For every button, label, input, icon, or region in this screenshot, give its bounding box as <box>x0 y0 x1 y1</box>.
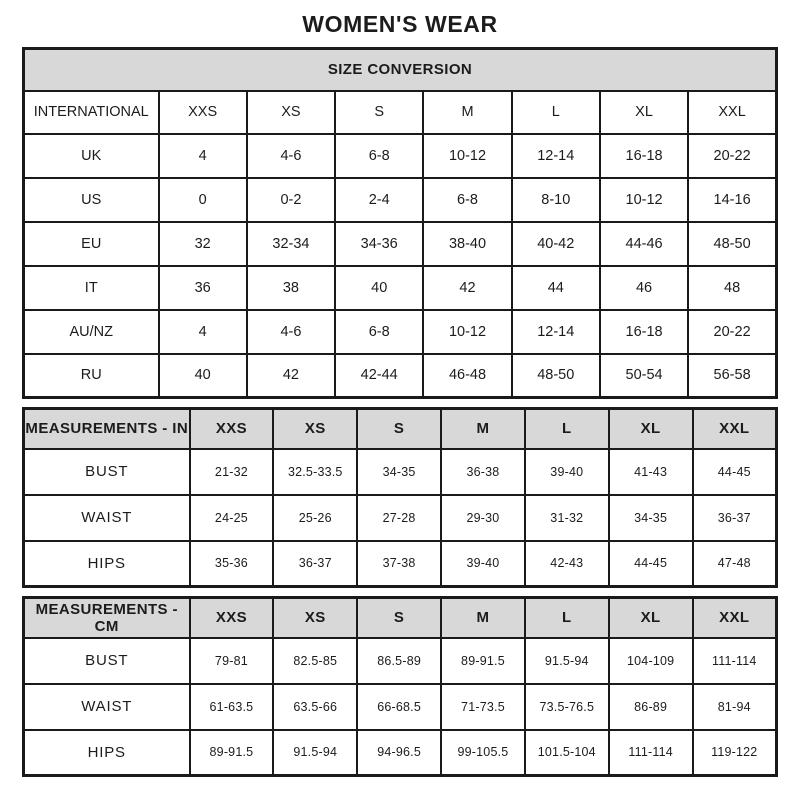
value-cell: 111-114 <box>693 638 777 684</box>
value-cell: 99-105.5 <box>441 730 525 776</box>
value-cell: 111-114 <box>609 730 693 776</box>
value-cell: 4-6 <box>247 310 335 354</box>
table-row <box>24 541 777 587</box>
table-row <box>24 178 777 222</box>
size-column-header: L <box>512 91 600 134</box>
value-cell: 36 <box>159 266 247 310</box>
size-column-header: M <box>423 91 511 134</box>
size-column-header: XS <box>247 91 335 134</box>
value-cell: 4 <box>159 310 247 354</box>
value-cell: 48-50 <box>512 354 600 398</box>
row-label: BUST <box>24 449 190 495</box>
table-row <box>24 684 777 730</box>
table-row <box>24 222 777 266</box>
size-column-header: S <box>357 409 441 449</box>
measurements-in-header-row <box>24 409 777 449</box>
value-cell: 10-12 <box>600 178 688 222</box>
row-label: UK <box>24 134 159 178</box>
value-cell: 63.5-66 <box>273 684 357 730</box>
value-cell: 14-16 <box>688 178 776 222</box>
value-cell: 10-12 <box>423 134 511 178</box>
size-column-header: XXL <box>688 91 776 134</box>
size-column-header: XS <box>273 598 357 638</box>
value-cell: 42 <box>247 354 335 398</box>
value-cell: 25-26 <box>273 495 357 541</box>
value-cell: 32-34 <box>247 222 335 266</box>
value-cell: 86-89 <box>609 684 693 730</box>
value-cell: 81-94 <box>693 684 777 730</box>
value-cell: 31-32 <box>525 495 609 541</box>
row-label: BUST <box>24 638 190 684</box>
row-label: AU/NZ <box>24 310 159 354</box>
size-column-header: XL <box>600 91 688 134</box>
value-cell: 34-35 <box>357 449 441 495</box>
value-cell: 36-37 <box>273 541 357 587</box>
row-label: HIPS <box>24 541 190 587</box>
value-cell: 12-14 <box>512 134 600 178</box>
value-cell: 101.5-104 <box>525 730 609 776</box>
value-cell: 35-36 <box>190 541 274 587</box>
row-label: RU <box>24 354 159 398</box>
size-column-header: XXL <box>693 598 777 638</box>
value-cell: 10-12 <box>423 310 511 354</box>
measurements-cm-header-row <box>24 598 777 638</box>
value-cell: 82.5-85 <box>273 638 357 684</box>
value-cell: 39-40 <box>441 541 525 587</box>
value-cell: 44-46 <box>600 222 688 266</box>
size-column-header: S <box>335 91 423 134</box>
value-cell: 44 <box>512 266 600 310</box>
value-cell: 48-50 <box>688 222 776 266</box>
size-conversion-table <box>22 47 778 399</box>
table-label-header: INTERNATIONAL <box>24 91 159 134</box>
row-label: WAIST <box>24 495 190 541</box>
value-cell: 40 <box>159 354 247 398</box>
value-cell: 2-4 <box>335 178 423 222</box>
value-cell: 41-43 <box>609 449 693 495</box>
value-cell: 24-25 <box>190 495 274 541</box>
value-cell: 46-48 <box>423 354 511 398</box>
value-cell: 32 <box>159 222 247 266</box>
value-cell: 6-8 <box>335 310 423 354</box>
value-cell: 40-42 <box>512 222 600 266</box>
value-cell: 39-40 <box>525 449 609 495</box>
value-cell: 42 <box>423 266 511 310</box>
table-row <box>24 638 777 684</box>
value-cell: 8-10 <box>512 178 600 222</box>
value-cell: 71-73.5 <box>441 684 525 730</box>
value-cell: 73.5-76.5 <box>525 684 609 730</box>
value-cell: 40 <box>335 266 423 310</box>
size-column-header: XS <box>273 409 357 449</box>
size-conversion-title-row <box>24 49 777 91</box>
value-cell: 94-96.5 <box>357 730 441 776</box>
size-conversion-header-row <box>24 91 777 134</box>
value-cell: 0-2 <box>247 178 335 222</box>
size-column-header: M <box>441 598 525 638</box>
value-cell: 20-22 <box>688 134 776 178</box>
value-cell: 16-18 <box>600 134 688 178</box>
value-cell: 21-32 <box>190 449 274 495</box>
value-cell: 34-36 <box>335 222 423 266</box>
value-cell: 89-91.5 <box>190 730 274 776</box>
table-row <box>24 266 777 310</box>
value-cell: 34-35 <box>609 495 693 541</box>
value-cell: 29-30 <box>441 495 525 541</box>
row-label: US <box>24 178 159 222</box>
value-cell: 104-109 <box>609 638 693 684</box>
value-cell: 38-40 <box>423 222 511 266</box>
value-cell: 32.5-33.5 <box>273 449 357 495</box>
table-row <box>24 730 777 776</box>
row-label: IT <box>24 266 159 310</box>
value-cell: 42-43 <box>525 541 609 587</box>
size-column-header: XXL <box>693 409 777 449</box>
measurements-cm-table <box>22 596 778 777</box>
table-row <box>24 310 777 354</box>
size-column-header: M <box>441 409 525 449</box>
value-cell: 42-44 <box>335 354 423 398</box>
size-column-header: L <box>525 598 609 638</box>
value-cell: 36-38 <box>441 449 525 495</box>
table-row <box>24 134 777 178</box>
table-row <box>24 495 777 541</box>
size-column-header: XL <box>609 598 693 638</box>
value-cell: 4-6 <box>247 134 335 178</box>
value-cell: 66-68.5 <box>357 684 441 730</box>
size-column-header: S <box>357 598 441 638</box>
size-column-header: L <box>525 409 609 449</box>
table-row <box>24 354 777 398</box>
size-column-header: XXS <box>159 91 247 134</box>
value-cell: 86.5-89 <box>357 638 441 684</box>
value-cell: 61-63.5 <box>190 684 274 730</box>
value-cell: 47-48 <box>693 541 777 587</box>
value-cell: 48 <box>688 266 776 310</box>
row-label: EU <box>24 222 159 266</box>
value-cell: 4 <box>159 134 247 178</box>
value-cell: 6-8 <box>335 134 423 178</box>
size-conversion-title: SIZE CONVERSION <box>24 49 777 91</box>
value-cell: 79-81 <box>190 638 274 684</box>
value-cell: 12-14 <box>512 310 600 354</box>
value-cell: 20-22 <box>688 310 776 354</box>
value-cell: 56-58 <box>688 354 776 398</box>
row-label: HIPS <box>24 730 190 776</box>
value-cell: 0 <box>159 178 247 222</box>
value-cell: 46 <box>600 266 688 310</box>
value-cell: 36-37 <box>693 495 777 541</box>
table-label-header: MEASUREMENTS - IN <box>24 409 190 449</box>
measurements-in-table <box>22 407 778 588</box>
value-cell: 27-28 <box>357 495 441 541</box>
value-cell: 119-122 <box>693 730 777 776</box>
value-cell: 89-91.5 <box>441 638 525 684</box>
value-cell: 91.5-94 <box>273 730 357 776</box>
value-cell: 44-45 <box>693 449 777 495</box>
value-cell: 50-54 <box>600 354 688 398</box>
value-cell: 37-38 <box>357 541 441 587</box>
value-cell: 6-8 <box>423 178 511 222</box>
size-column-header: XL <box>609 409 693 449</box>
value-cell: 38 <box>247 266 335 310</box>
table-row <box>24 449 777 495</box>
page-title: WOMEN'S WEAR <box>302 11 498 37</box>
size-column-header: XXS <box>190 409 274 449</box>
table-label-header: MEASUREMENTS - CM <box>24 598 190 638</box>
value-cell: 16-18 <box>600 310 688 354</box>
row-label: WAIST <box>24 684 190 730</box>
tables-container <box>22 47 778 777</box>
value-cell: 44-45 <box>609 541 693 587</box>
size-column-header: XXS <box>190 598 274 638</box>
value-cell: 91.5-94 <box>525 638 609 684</box>
